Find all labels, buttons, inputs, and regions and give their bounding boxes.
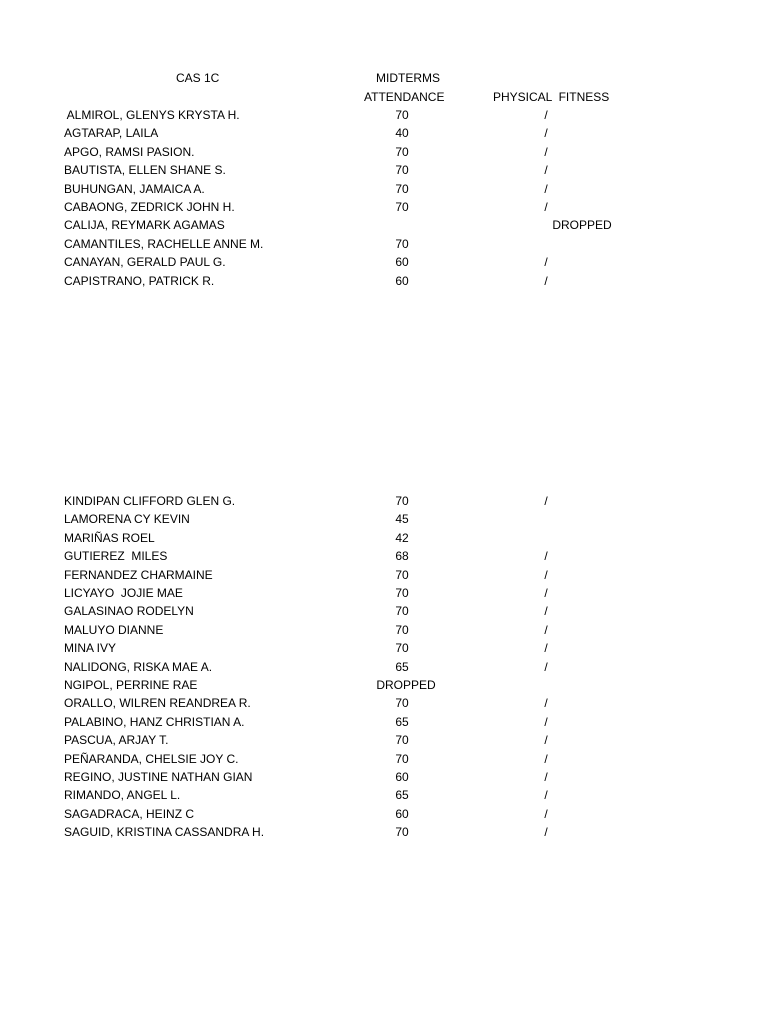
attendance-value: 70 [395,567,409,582]
student-name: AGTARAP, LAILA [64,126,159,141]
student-name: RIMANDO, ANGEL L. [64,788,181,803]
table-row [0,584,768,602]
attendance-value: 42 [395,530,409,545]
table-row [0,529,768,547]
physical-fitness-value: / [544,714,548,729]
table-row [0,805,768,823]
table-row [0,786,768,804]
student-name: PEÑARANDA, CHELSIE JOY C. [64,751,239,766]
physical-fitness-value: DROPPED [552,218,612,233]
physical-fitness-value: / [544,806,548,821]
attendance-value: DROPPED [376,678,436,692]
table-row [0,621,768,639]
physical-fitness-value: / [544,144,548,159]
physical-fitness-value: / [544,788,548,803]
attendance-value: 70 [395,108,409,122]
student-name: CALIJA, REYMARK AGAMAS [64,218,225,233]
attendance-value: 60 [395,770,409,784]
attendance-value: 60 [395,273,409,288]
attendance-value: 65 [395,659,409,674]
table-row [0,639,768,657]
attendance-value: 60 [395,806,409,821]
attendance-value: 70 [395,604,409,619]
student-name: FERNANDEZ CHARMAINE [64,567,213,582]
table-row [0,750,768,768]
student-name: CABAONG, ZEDRICK JOHN H. [64,200,235,214]
table-row [0,768,768,786]
attendance-value: 70 [395,733,409,748]
table-row [0,547,768,565]
table-row [0,216,768,234]
physical-fitness-value: / [544,733,548,748]
physical-fitness-value: / [544,751,548,766]
physical-fitness-value: / [544,126,548,141]
student-name: NGIPOL, PERRINE RAE [64,678,198,692]
physical-fitness-value: / [544,825,548,840]
physical-fitness-value: / [544,494,548,508]
physical-fitness-value: / [544,770,548,784]
physical-fitness-value: / [544,659,548,674]
student-name: BUHUNGAN, JAMAICA A. [64,181,205,196]
attendance-header: ATTENDANCE [364,90,445,104]
attendance-value: 70 [395,825,409,840]
student-name: GUTIEREZ MILES [64,549,168,564]
table-row [0,198,768,216]
attendance-value: 70 [395,181,409,196]
attendance-value: 70 [395,236,409,251]
student-name: CANAYAN, GERALD PAUL G. [64,255,226,270]
student-name: MALUYO DIANNE [64,622,164,637]
student-name: LAMORENA CY KEVIN [64,512,190,527]
table-row [0,731,768,749]
table-row [0,566,768,584]
attendance-value: 70 [395,622,409,637]
physical-fitness-value: / [544,181,548,196]
table-row [0,253,768,271]
attendance-value: 70 [395,696,409,711]
attendance-value: 60 [395,255,409,270]
student-name: ORALLO, WILREN REANDREA R. [64,696,251,711]
table-row [0,272,768,290]
attendance-value: 40 [395,126,409,141]
table-row [0,676,768,694]
student-name: CAMANTILES, RACHELLE ANNE M. [64,236,264,251]
attendance-value: 70 [395,751,409,766]
attendance-value: 65 [395,788,409,803]
student-name: BAUTISTA, ELLEN SHANE S. [64,163,226,178]
physical-fitness-value: / [544,255,548,270]
attendance-value: 70 [395,494,409,508]
student-name: MINA IVY [64,641,117,656]
attendance-value: 68 [395,549,409,564]
table-row [0,161,768,179]
table-row [0,658,768,676]
attendance-value: 70 [395,641,409,656]
student-name: CAPISTRANO, PATRICK R. [64,273,215,288]
student-name: SAGADRACA, HEINZ C [64,806,195,821]
physical-fitness-value: / [544,622,548,637]
student-name: REGINO, JUSTINE NATHAN GIAN [64,770,253,784]
table-row [0,180,768,198]
attendance-value: 70 [395,586,409,600]
physical-fitness-header: PHYSICAL FITNESS [493,90,610,104]
attendance-value: 70 [395,200,409,214]
physical-fitness-value: / [544,696,548,711]
table-row [0,510,768,528]
physical-fitness-value: / [544,586,548,600]
attendance-value: 65 [395,714,409,729]
attendance-value: 45 [395,512,409,527]
physical-fitness-value: / [544,641,548,656]
physical-fitness-value: / [544,200,548,214]
physical-fitness-value: / [544,604,548,619]
table-row [0,823,768,841]
attendance-value: 70 [395,163,409,178]
table-row [0,694,768,712]
student-name: KINDIPAN CLIFFORD GLEN G. [64,494,236,508]
student-name: ALMIROL, GLENYS KRYSTA H. [64,108,240,122]
table-row [0,713,768,731]
physical-fitness-value: / [544,567,548,582]
table-row [0,143,768,161]
student-name: PASCUA, ARJAY T. [64,733,169,748]
class-name: CAS 1C [176,71,220,85]
student-name: LICYAYO JOJIE MAE [64,586,183,600]
student-name: GALASINAO RODELYN [64,604,194,619]
table-row [0,602,768,620]
table-row [0,106,768,124]
attendance-value: 70 [395,144,409,159]
physical-fitness-value: / [544,273,548,288]
table-row [0,492,768,510]
student-name: APGO, RAMSI PASION. [64,144,195,159]
physical-fitness-value: / [544,108,548,122]
table-row [0,124,768,142]
physical-fitness-value: / [544,549,548,564]
physical-fitness-value: / [544,163,548,178]
midterms-header: MIDTERMS [376,71,440,85]
student-name: SAGUID, KRISTINA CASSANDRA H. [64,825,265,840]
student-name: MARIÑAS ROEL [64,530,155,545]
student-name: PALABINO, HANZ CHRISTIAN A. [64,714,245,729]
student-name: NALIDONG, RISKA MAE A. [64,659,213,674]
table-row [0,235,768,253]
